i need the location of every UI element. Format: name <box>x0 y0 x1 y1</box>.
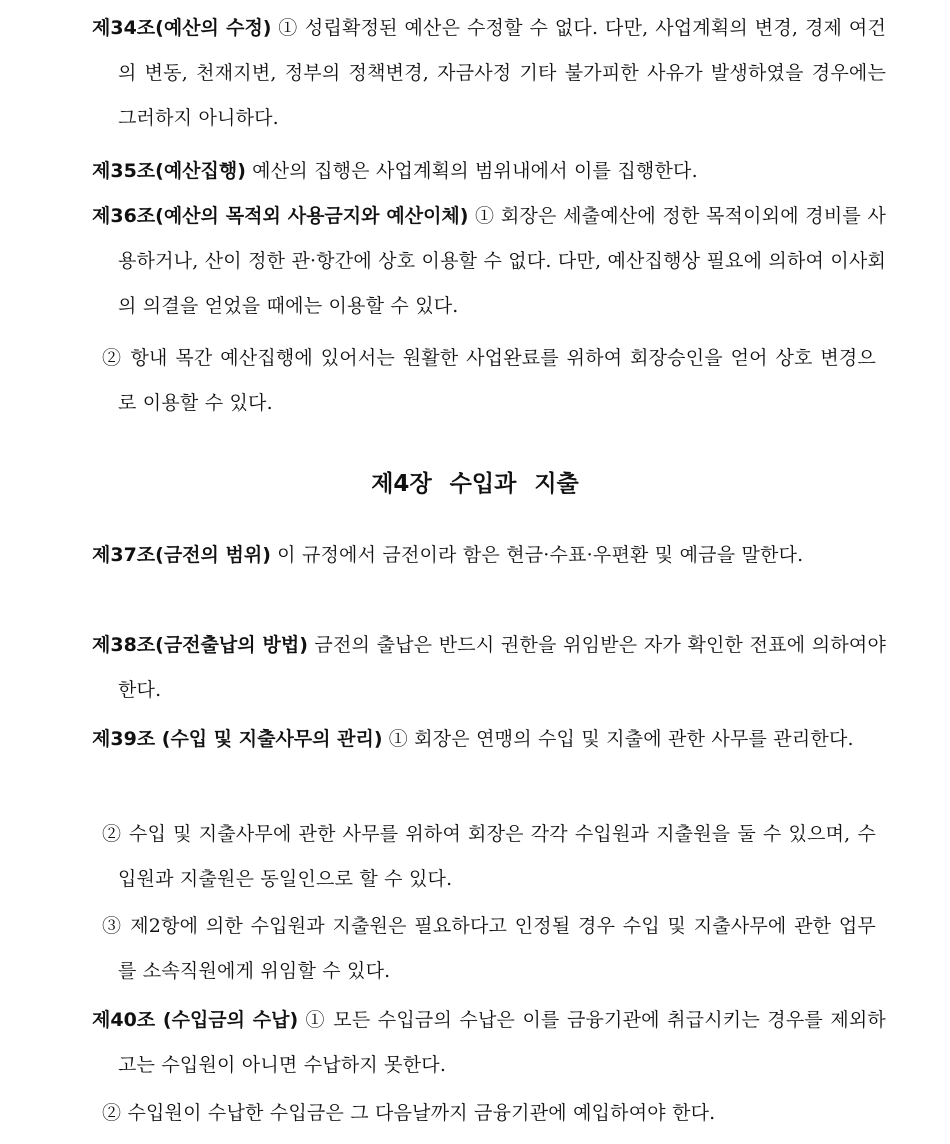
article-37-text: 이 규정에서 금전이라 함은 현금·수표·우편환 및 예금을 말한다. <box>270 544 804 566</box>
article-39-text: ① 회장은 연맹의 수입 및 지출에 관한 사무를 관리한다. <box>382 728 854 750</box>
article-38-text: 금전의 출납은 반드시 권한을 위임받은 자가 확인한 전표에 의하여야 한다. <box>118 634 887 701</box>
article-39-heading: 제39조 (수입 및 지출사무의 관리) <box>92 728 383 750</box>
article-40-clause-2: ② 수입원이 수납한 수입금은 그 다음날까지 금융기관에 예입하여야 한다. <box>102 1102 716 1124</box>
article-35-text: 예산의 집행은 사업계획의 범위내에서 이를 집행한다. <box>245 160 698 182</box>
article-37-heading: 제37조(금전의 범위) <box>92 544 271 566</box>
article-40-text: ① 모든 수입금의 수납은 이를 금융기관에 취급시키는 경우를 제외하고는 수입원이 아니면 수납하지 못한다. <box>118 1009 886 1076</box>
article-34 <box>92 6 886 141</box>
chapter-title: 제4장 수입과 지출 <box>371 471 579 497</box>
article-36-heading: 제36조(예산의 목적외 사용금지와 예산이체) <box>92 205 469 227</box>
article-39-clause-2: ② 수입 및 지출사무에 관한 사무를 위하여 회장은 각각 수입원과 지출원을 둘 수 있으며, 수입원과 지출원은 동일인으로 할 수 있다. <box>102 823 876 890</box>
article-39-clause-3: ③ 제2항에 의한 수입원과 지출원은 필요하다고 인정될 경우 수입 및 지출사무에 관한 업무를 소속직원에게 위임할 수 있다. <box>102 915 876 982</box>
article-37 <box>92 533 886 578</box>
article-35-heading: 제35조(예산집행) <box>92 160 246 182</box>
article-36-text: ① 회장은 세출예산에 정한 목적이외에 경비를 사용하거나, 산이 정한 관·항간에 상호 이용할 수 없다. 다만, 예산집행상 필요에 의하여 이사회의 의결을 얻었을 때에는 이용할 수 있다. <box>118 205 886 317</box>
article-40-heading: 제40조 (수입금의 수납) <box>92 1009 299 1031</box>
article-38-heading: 제38조(금전출납의 방법) <box>92 634 308 656</box>
article-38 <box>92 623 886 713</box>
article-40 <box>92 998 886 1088</box>
article-36 <box>92 194 886 329</box>
article-34-text: ① 성립확정된 예산은 수정할 수 없다. 다만, 사업계획의 변경, 경제 여건의 변동, 천재지변, 정부의 정책변경, 자금사정 기타 불가피한 사유가 발생하였을 경우에는 그러하지 아니하다. <box>118 17 886 129</box>
article-34-heading: 제34조(예산의 수정) <box>92 17 272 39</box>
article-39 <box>92 717 886 762</box>
article-36-clause-2: ② 항내 목간 예산집행에 있어서는 원활한 사업완료를 위하여 회장승인을 얻어 상호 변경으로 이용할 수 있다. <box>102 347 876 414</box>
article-35 <box>92 149 886 194</box>
